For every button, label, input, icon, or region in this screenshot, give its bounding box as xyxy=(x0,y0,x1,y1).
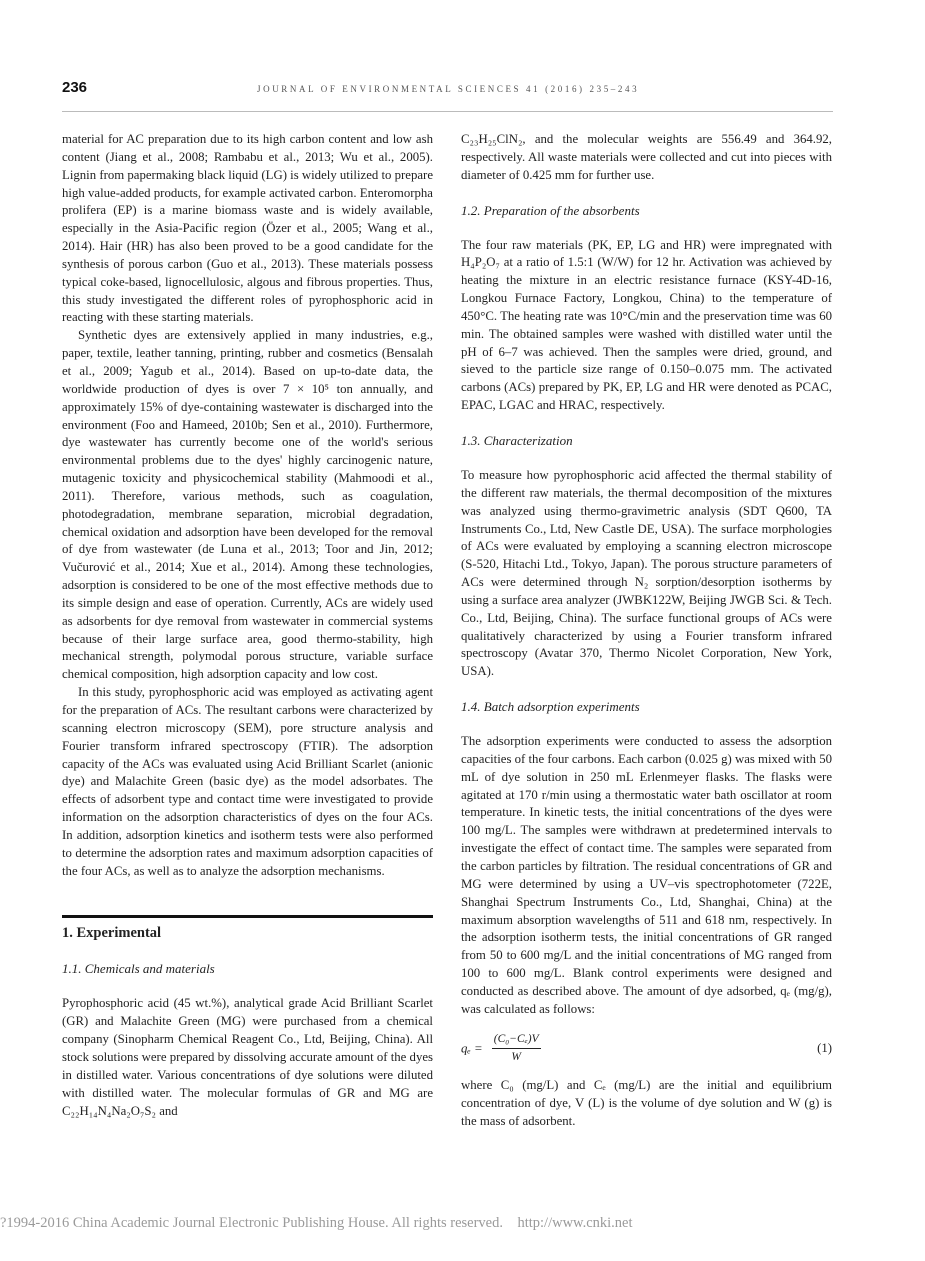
paragraph: C₂₃H₂₅ClN₂, and the molecular weights are 556.49 and 364.92, respectively. All waste materials were collected and cut into pieces with diameter of 0.425 mm for further use. xyxy=(461,132,832,182)
paragraph: To measure how pyrophosphoric acid affected the thermal stability of the different raw materials, the thermal decomposition of the mixtures was analyzed using thermo-gravimetric analysis (SDT Q600, TA Instruments Co., Ltd, New Castle DE, USA). The surface morphologies of ACs were evaluated by employing a scanning electron microscope (S-520, Hitachi Ltd., Tokyo, Japan). The porous structure parameters of ACs were determined through N₂ sorption/desorption isotherms by using a surface area analyzer (JWBK122W, Beijing JWGB Sci. & Tech. Co., Ltd, Beijing, China). The surface functional groups of ACs were qualitatively characterized by using a Fourier transform infrared spectroscopy (Avatar 370, Thermo Nicolet Corporation, New York, USA). xyxy=(461,467,832,679)
paragraph: In this study, pyrophosphoric acid was employed as activating agent for the preparation of ACs. The resultant carbons were characterized by scanning electron microscopy (SEM), pore structure analysis and Fourier transform infrared spectroscopy (FTIR). The adsorption capacity of the ACs was evaluated using Acid Brilliant Scarlet (anionic dye) and Malachite Green (basic dye) as the model adsorbates. The effects of adsorbent type and contact time were investigated to provide information on the adsorption characteristics of dyes on the four ACs. In addition, adsorption kinetics and isotherm tests were also performed to determine the adsorption rates and maximum adsorption capacities of the four ACs, as well as to analyze the adsorption mechanisms. xyxy=(62,685,433,878)
equation-fraction xyxy=(492,1031,541,1068)
paragraph: The adsorption experiments were conducted to assess the adsorption capacities of the four carbons. Each carbon (0.025 g) was mixed with 50 mL of dye solution in 250 mL Erlenmeyer flasks. The flasks were agitated at 170 r/min using a thermostatic water bath oscillator at room temperature. In kinetic tests, the initial concentrations of the dyes were 100 mg/L. The samples were withdrawn at predetermined intervals to investigate the effect of contact time. The samples were separated from the carbon particles by filtration. The residual concentrations of GR and MG were determined by using a UV–vis spectrophotometer (722E, Shanghai Spectrum Instruments Co., Ltd, Shanghai, China) at the maximum absorption wavelengths of 511 and 618 nm, respectively. In the adsorption isotherm tests, the initial concentrations of GR ranged from 50 to 600 mg/L and the initial concentrations of MG ranged from 100 to 600 mg/L. Blank control experiments were designed and conducted as described above. The amount of dye adsorbed, qₑ (mg/g), was calculated as follows: xyxy=(461,734,832,1016)
copyright-footer: ?1994-2016 China Academic Journal Electronic Publishing House. All rights reserved. http://www.cnki.net xyxy=(0,1215,633,1231)
equation-1 xyxy=(461,1031,832,1068)
equation-number: (1) xyxy=(817,1041,832,1056)
equation-numerator: (C₀−Cₑ)V xyxy=(492,1031,541,1050)
subsection-heading: 1.1. Chemicals and materials xyxy=(62,961,215,977)
paragraph: Synthetic dyes are extensively applied in many industries, e.g., paper, textile, leather tanning, printing, rubber and cosmetics (Bensalah et al., 2009; Yagub et al., 2014). Based on up-to-date data, the worldwide production of dyes is over 7 × 10⁵ ton annually, and approximately 15% of dye-containing wastewater is discharged into the environment (Foo and Hameed, 2010b; Sen et al., 2010). Furthermore, dye wastewater has currently become one of the world's serious environmental problems due to the dyes' highly carcinogenic nature, mutagenic toxicity and physicochemical stability (Mahmoodi et al., 2011). Therefore, various methods, such as coagulation, photodegradation, membrane separation, microbial degradation, chemical oxidation and adsorption have been developed for the removal of dye from wastewater (de Luna et al., 2013; Toor and Jin, 2012; Vučurović et al., 2014; Xue et al., 2014). Among these technologies, adsorption is considered to be one of the most effective methods due to its simple design and ease of operation. Currently, ACs are widely used as adsorbents for dye removal from wastewater in commercial systems because of their large surface area, good thermo-stability, high mechanical strength, polymodal porous structure, variable surface chemical composition, high adsorption capacity and low cost. xyxy=(62,328,433,682)
subsection-heading: 1.2. Preparation of the absorbents xyxy=(461,202,640,218)
left-column xyxy=(62,131,433,1120)
paragraph: Pyrophosphoric acid (45 wt.%), analytical grade Acid Brilliant Scarlet (GR) and Malachite Green (MG) were purchased from a chemical company (Sinopharm Chemical Reagent Co., Ltd, Beijing, China). All stock solutions were prepared by dissolving accurate amount of the dyes in distilled water. Various concentrations of dye solutions were diluted with distilled water. The molecular formulas of GR and MG are C₂₂H₁₄N₄Na₂O₇S₂ and xyxy=(62,996,434,1118)
equation-denominator: W xyxy=(511,1051,521,1064)
subsection-heading: 1.3. Characterization xyxy=(461,432,573,448)
paragraph: where C₀ (mg/L) and Cₑ (mg/L) are the initial and equilibrium concentration of dye, V (L) is the volume of dye solution and W (g) is the mass of adsorbent. xyxy=(461,1078,832,1128)
subsection-heading: 1.4. Batch adsorption experiments xyxy=(461,699,640,715)
section-heading: 1. Experimental xyxy=(62,925,162,942)
right-column xyxy=(461,131,832,1131)
journal-running-head: JOURNAL OF ENVIRONMENTAL SCIENCES 41 (2016) 235–243 xyxy=(257,84,640,94)
equation-lhs: qₑ = xyxy=(461,1040,483,1055)
section-divider xyxy=(62,915,433,918)
header-divider xyxy=(62,111,833,112)
paragraph: material for AC preparation due to its high carbon content and low ash content (Jiang et al., 2008; Rambabu et al., 2013; Wu et al., 2005). Lignin from papermaking black liquid (LG) is widely utilized to prepare high value-added products, for example activated carbon. Enteromorpha prolifera (EP) is a marine biomass waste and is widely available, especially in the Asia-Pacific region (Özer et al., 2005; Wang et al., 2014). Hair (HR) has also been proved to be a good candidate for the synthesis of porous carbon (Guo et al., 2013). These materials possess typical coke-based, lignocellulosic, algous and fibrous properties. Thus, this study investigated the different roles of pyrophosphoric acid in reacting with these starting materials. xyxy=(62,132,434,325)
page-number: 236 xyxy=(62,79,88,96)
paragraph: The four raw materials (PK, EP, LG and HR) were impregnated with H₄P₂O₇ at a ratio of 1.5:1 (W/W) for 12 hr. Activation was achieved by heating the mixture in an electric resistance furnace (KSY-4D-16, Longkou Furnace Factory, Longkou, China) to the temperature of 450°C. The heating rate was 10°C/min and the preservation time was 60 min. The obtained samples were washed with distilled water until the pH of 6–7 was achieved. Then the samples were dried, ground, and sieved to the particle size range of 0.150–0.075 mm. The activated carbons (ACs) prepared by PK, EP, LG and HR were denoted as PCAC, EPAC, LGAC and HRAC, respectively. xyxy=(461,237,832,413)
